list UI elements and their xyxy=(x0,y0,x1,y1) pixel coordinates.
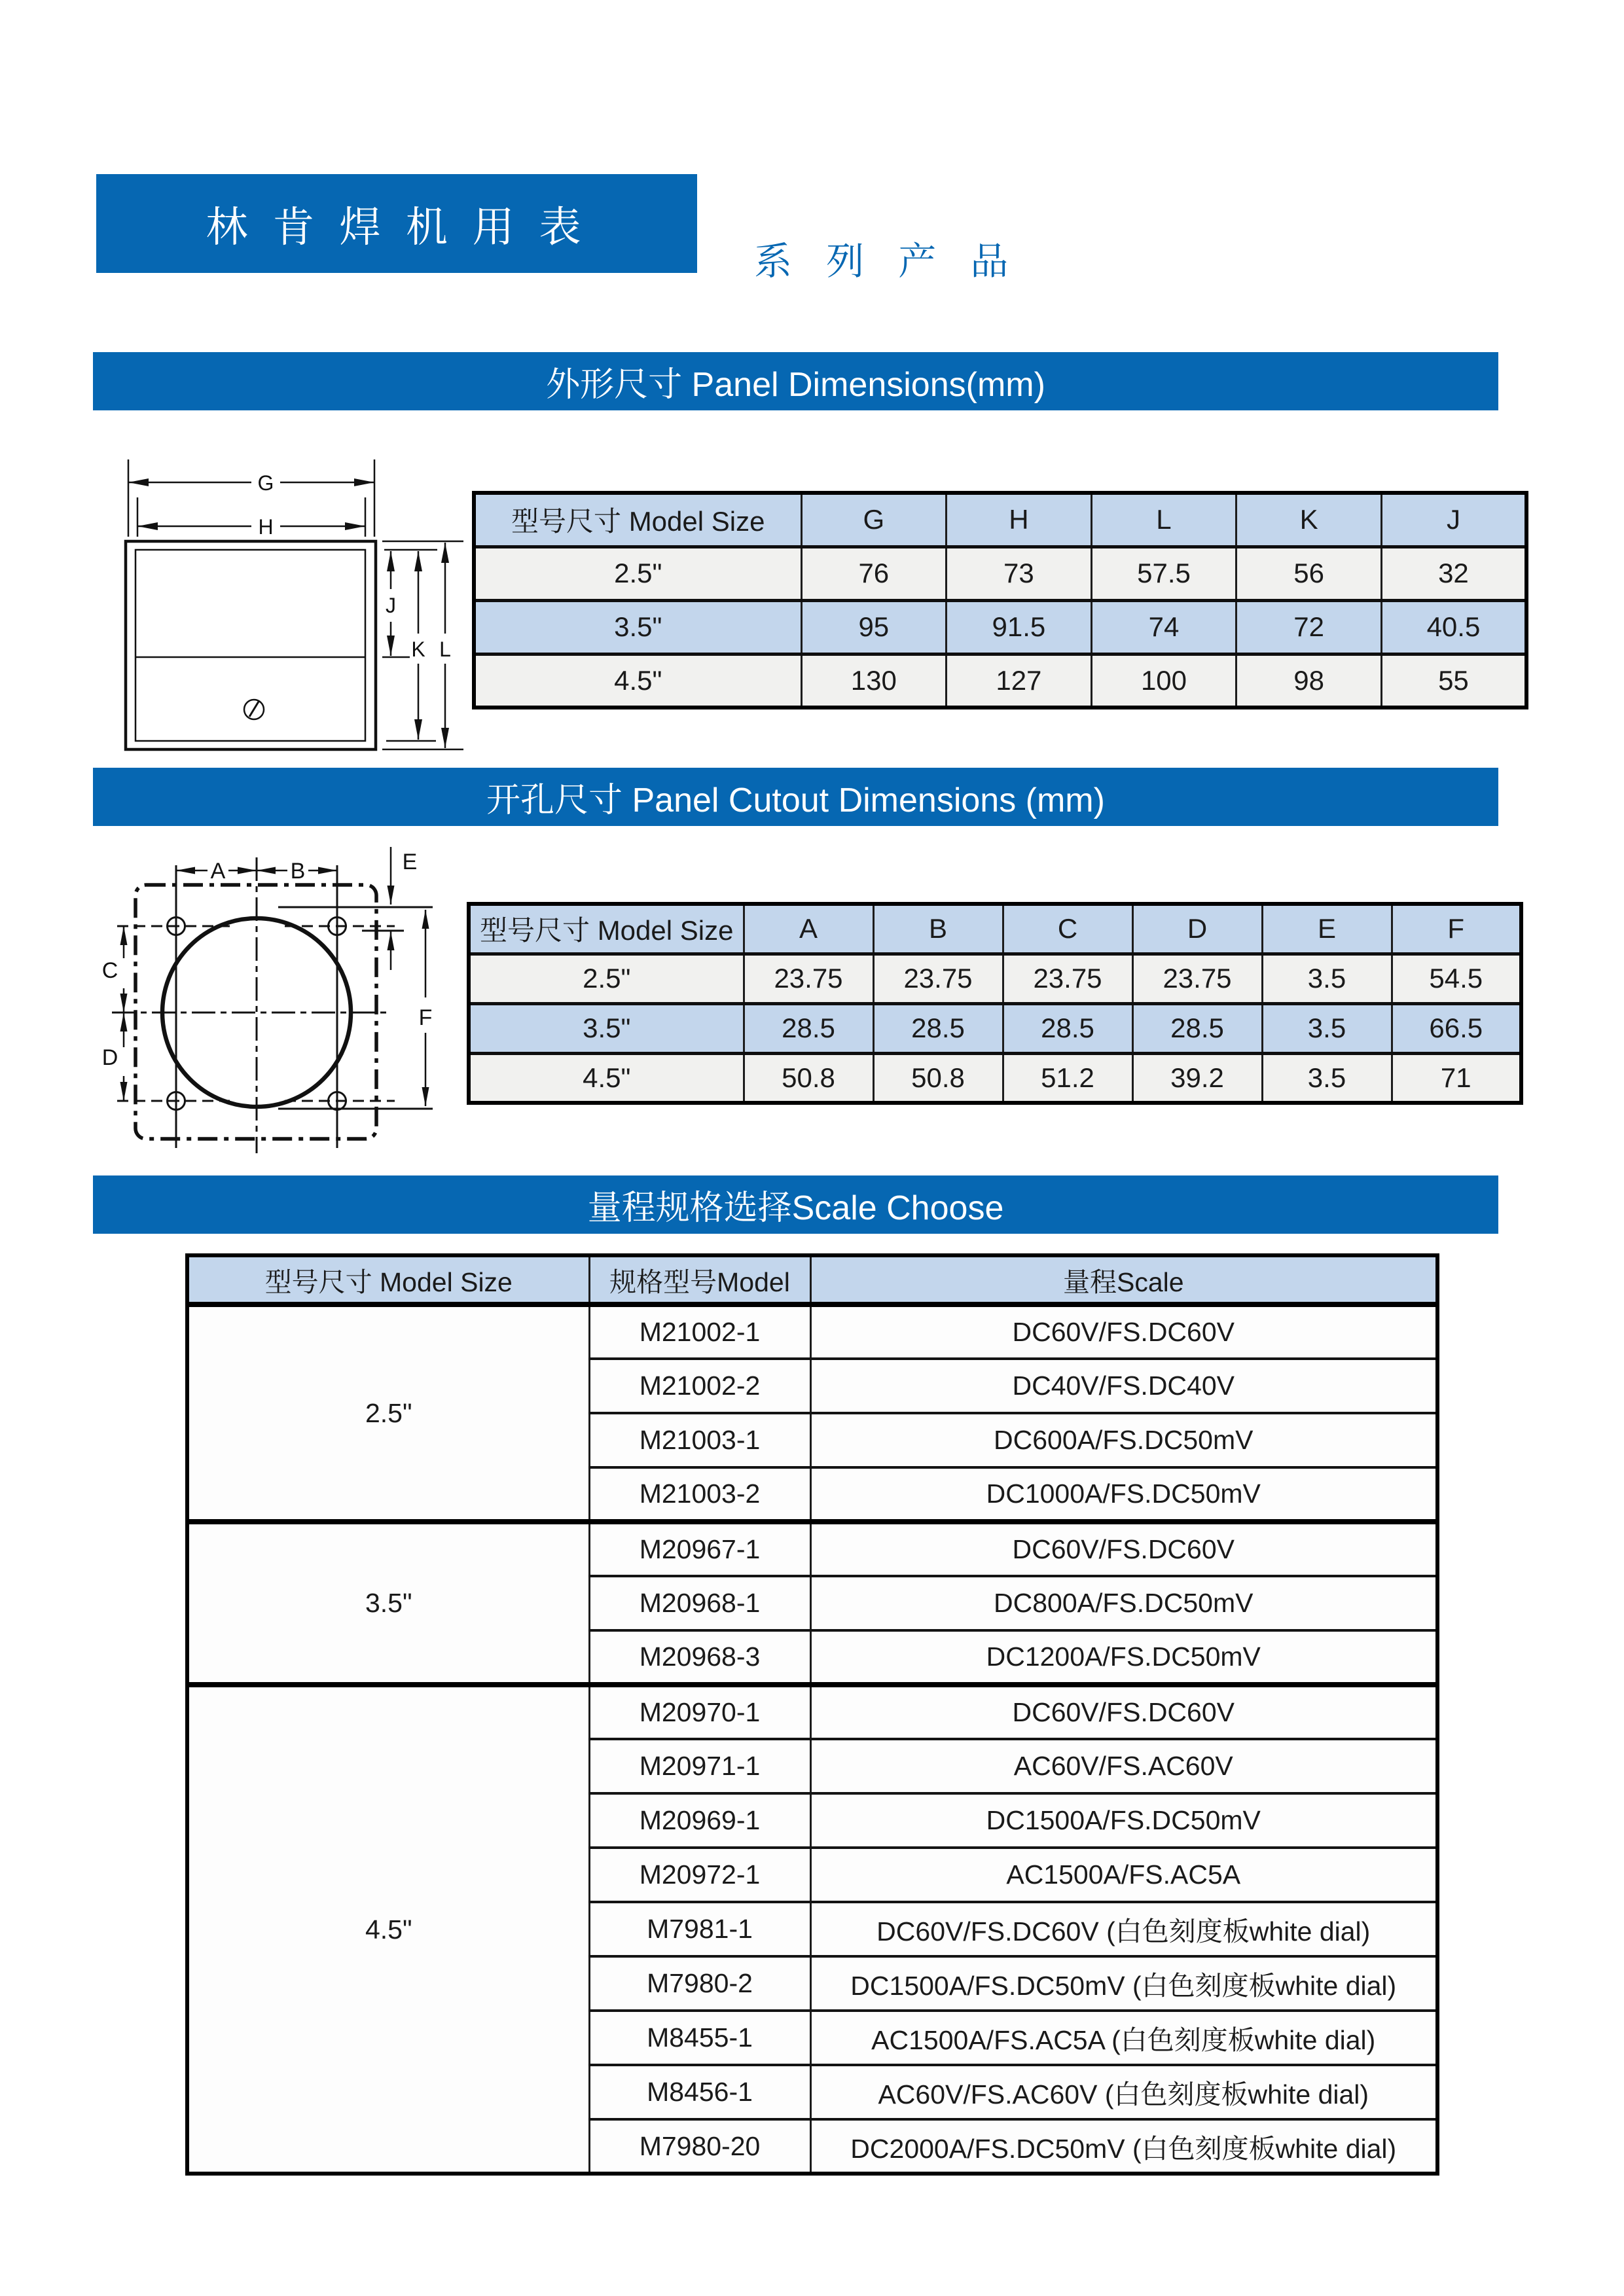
data-cell: 32 xyxy=(1381,547,1526,600)
dim-label-l: L xyxy=(439,637,451,661)
dim-label-k: K xyxy=(411,637,425,661)
dim-label-a: A xyxy=(210,859,226,884)
scale-cell: AC60V/FS.AC60V xyxy=(810,1739,1437,1793)
size-cell: 2.5" xyxy=(469,954,744,1003)
model-cell: M20967-1 xyxy=(589,1522,810,1576)
data-cell: 100 xyxy=(1091,654,1236,708)
header-cell: D xyxy=(1132,904,1262,954)
table-row xyxy=(469,1003,1521,1053)
brand-title-box xyxy=(96,174,697,273)
data-cell: 127 xyxy=(947,654,1092,708)
table-row xyxy=(474,547,1526,600)
header-cell: F xyxy=(1392,904,1521,954)
header-cell: 型号尺寸 Model Size xyxy=(187,1255,589,1304)
header-cell: 型号尺寸 Model Size xyxy=(469,904,744,954)
data-cell: 40.5 xyxy=(1381,600,1526,654)
header-cell: H xyxy=(947,493,1092,547)
data-cell: 73 xyxy=(947,547,1092,600)
cutout-labels xyxy=(102,850,433,1070)
data-cell: 56 xyxy=(1236,547,1382,600)
data-cell: 39.2 xyxy=(1132,1053,1262,1103)
scale-cell: DC2000A/FS.DC50mV (白色刻度板white dial) xyxy=(810,2119,1437,2174)
table-header-row xyxy=(187,1255,1437,1304)
data-cell: 74 xyxy=(1091,600,1236,654)
scale-cell: DC60V/FS.DC60V (白色刻度板white dial) xyxy=(810,1902,1437,1956)
data-cell: 57.5 xyxy=(1091,547,1236,600)
size-cell: 2.5" xyxy=(474,547,801,600)
data-cell: 91.5 xyxy=(947,600,1092,654)
cutout-lines xyxy=(112,847,433,1153)
data-cell: 55 xyxy=(1381,654,1526,708)
table-row xyxy=(474,654,1526,708)
scale-cell: AC1500A/FS.AC5A (白色刻度板white dial) xyxy=(810,2011,1437,2065)
model-cell: M21002-2 xyxy=(589,1359,810,1413)
scale-cell: DC1500A/FS.DC50mV xyxy=(810,1793,1437,1848)
dim-label-h: H xyxy=(258,515,274,539)
section-title: 开孔尺寸 Panel Cutout Dimensions (mm) xyxy=(486,781,1105,819)
data-cell: 51.2 xyxy=(1003,1053,1132,1103)
model-cell: M20968-1 xyxy=(589,1576,810,1630)
header-cell: G xyxy=(801,493,947,547)
scale-cell: DC1200A/FS.DC50mV xyxy=(810,1630,1437,1685)
data-cell: 3.5 xyxy=(1262,1003,1392,1053)
data-cell: 130 xyxy=(801,654,947,708)
header-cell: K xyxy=(1236,493,1382,547)
data-cell: 28.5 xyxy=(873,1003,1003,1053)
data-cell: 71 xyxy=(1392,1053,1521,1103)
table-row xyxy=(469,954,1521,1003)
size-cell: 3.5" xyxy=(187,1522,589,1685)
section-title: 量程规格选择Scale Choose xyxy=(587,1189,1004,1227)
dim-label-d: D xyxy=(101,1045,118,1070)
header-cell: 规格型号Model xyxy=(589,1255,810,1304)
data-cell: 50.8 xyxy=(873,1053,1003,1103)
table-header-row xyxy=(474,493,1526,547)
header-cell: 量程Scale xyxy=(810,1255,1437,1304)
section-bar-cutout-dimensions xyxy=(93,768,1498,826)
table-row xyxy=(187,1304,1437,1359)
header-cell: L xyxy=(1091,493,1236,547)
model-cell: M7980-2 xyxy=(589,1956,810,2011)
data-cell: 66.5 xyxy=(1392,1003,1521,1053)
model-cell: M20970-1 xyxy=(589,1685,810,1739)
scale-cell: DC60V/FS.DC60V xyxy=(810,1685,1437,1739)
table-header-row xyxy=(469,904,1521,954)
page-title: 林 肯 焊 机 用 表 xyxy=(206,203,588,251)
dim-label-j: J xyxy=(386,594,396,617)
section-bar-scale-choose xyxy=(93,1175,1498,1234)
series-label: 系 列 产 品 xyxy=(754,240,1020,283)
dim-label-g: G xyxy=(257,471,274,495)
data-cell: 50.8 xyxy=(744,1053,873,1103)
header-cell: E xyxy=(1262,904,1392,954)
table-row xyxy=(469,1053,1521,1103)
data-cell: 23.75 xyxy=(1132,954,1262,1003)
dim-label-e: E xyxy=(402,850,418,874)
data-cell: 28.5 xyxy=(1003,1003,1132,1053)
header-cell: C xyxy=(1003,904,1132,954)
data-cell: 54.5 xyxy=(1392,954,1521,1003)
scale-cell: DC60V/FS.DC60V xyxy=(810,1304,1437,1359)
model-cell: M20968-3 xyxy=(589,1630,810,1685)
model-cell: M8455-1 xyxy=(589,2011,810,2065)
model-cell: M21003-2 xyxy=(589,1467,810,1522)
scale-cell: DC1500A/FS.DC50mV (白色刻度板white dial) xyxy=(810,1956,1437,2011)
size-cell: 2.5" xyxy=(187,1304,589,1522)
cutout-dimensions-table xyxy=(467,902,1523,1105)
table-row xyxy=(187,1685,1437,1739)
scale-cell: DC60V/FS.DC60V xyxy=(810,1522,1437,1576)
scale-choose-table xyxy=(185,1253,1439,2176)
scale-cell: DC40V/FS.DC40V xyxy=(810,1359,1437,1413)
size-cell: 4.5" xyxy=(469,1053,744,1103)
table-row xyxy=(474,600,1526,654)
section-bar-panel-dimensions xyxy=(93,352,1498,410)
data-cell: 23.75 xyxy=(873,954,1003,1003)
data-cell: 23.75 xyxy=(744,954,873,1003)
dimension-lines xyxy=(126,459,463,749)
data-cell: 3.5 xyxy=(1262,1053,1392,1103)
data-cell: 28.5 xyxy=(744,1003,873,1053)
dim-label-f: F xyxy=(418,1005,433,1030)
data-cell: 95 xyxy=(801,600,947,654)
panel-dimensions-diagram xyxy=(105,453,471,754)
model-cell: M20969-1 xyxy=(589,1793,810,1848)
scale-cell: DC1000A/FS.DC50mV xyxy=(810,1467,1437,1522)
model-cell: M20971-1 xyxy=(589,1739,810,1793)
data-cell: 98 xyxy=(1236,654,1382,708)
data-cell: 3.5 xyxy=(1262,954,1392,1003)
scale-cell: DC800A/FS.DC50mV xyxy=(810,1576,1437,1630)
scale-cell: DC600A/FS.DC50mV xyxy=(810,1413,1437,1467)
model-cell: M8456-1 xyxy=(589,2065,810,2119)
model-cell: M7981-1 xyxy=(589,1902,810,1956)
header-cell: A xyxy=(744,904,873,954)
data-cell: 72 xyxy=(1236,600,1382,654)
model-cell: M21003-1 xyxy=(589,1413,810,1467)
cutout-dimensions-diagram xyxy=(95,839,468,1166)
data-cell: 28.5 xyxy=(1132,1003,1262,1053)
header-cell: J xyxy=(1381,493,1526,547)
header-cell: 型号尺寸 Model Size xyxy=(474,493,801,547)
size-cell: 3.5" xyxy=(474,600,801,654)
dimension-labels xyxy=(258,471,451,661)
size-cell: 4.5" xyxy=(474,654,801,708)
scale-cell: AC60V/FS.AC60V (白色刻度板white dial) xyxy=(810,2065,1437,2119)
dim-label-b: B xyxy=(290,859,306,884)
data-cell: 76 xyxy=(801,547,947,600)
scale-cell: AC1500A/FS.AC5A xyxy=(810,1848,1437,1902)
data-cell: 23.75 xyxy=(1003,954,1132,1003)
dim-label-c: C xyxy=(101,958,118,983)
model-cell: M21002-1 xyxy=(589,1304,810,1359)
model-cell: M20972-1 xyxy=(589,1848,810,1902)
size-cell: 4.5" xyxy=(187,1685,589,2174)
header-cell: B xyxy=(873,904,1003,954)
panel-dimensions-table xyxy=(472,491,1528,709)
size-cell: 3.5" xyxy=(469,1003,744,1053)
section-title: 外形尺寸 Panel Dimensions(mm) xyxy=(546,366,1045,404)
table-row xyxy=(187,1522,1437,1576)
model-cell: M7980-20 xyxy=(589,2119,810,2174)
